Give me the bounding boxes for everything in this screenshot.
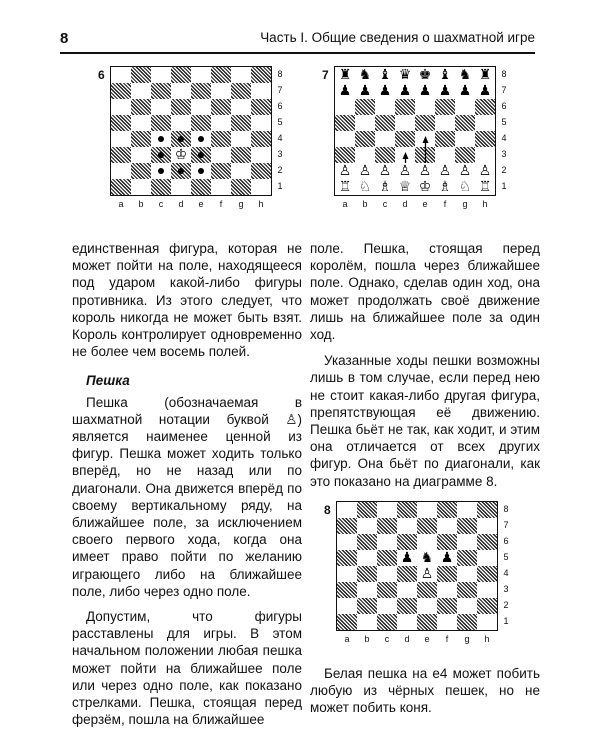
left-column (72, 240, 302, 728)
square-b3 (131, 147, 151, 163)
white-pawn-icon: ♙ (355, 163, 375, 179)
square-f5 (211, 115, 231, 131)
square-a8 (337, 502, 357, 518)
king-move-dot (198, 168, 204, 174)
rank-label: 7 (503, 520, 509, 530)
square-d4 (397, 566, 417, 582)
square-f5 (437, 550, 457, 566)
white-knight-icon: ♘ (455, 179, 475, 195)
square-c2 (377, 598, 397, 614)
square-c2 (151, 163, 171, 179)
file-label: h (484, 634, 490, 644)
rank-label: 6 (503, 536, 509, 546)
diagram-6-number: 6 (98, 68, 105, 82)
square-d8 (397, 502, 417, 518)
rank-label: 4 (277, 133, 283, 143)
rank-label: 6 (501, 101, 507, 111)
square-c7 (377, 518, 397, 534)
file-label: g (464, 634, 470, 644)
white-pawn-icon: ♙ (455, 163, 475, 179)
square-e2 (191, 163, 211, 179)
square-a8 (111, 67, 131, 83)
black-knight-icon: ♞ (417, 550, 437, 566)
square-f6 (437, 534, 457, 550)
square-e6 (191, 99, 211, 115)
paragraph: Белая пешка на е4 может побить любую из чёрных пешек, но не может побить коня. (310, 666, 540, 716)
white-pawn-icon: ♙ (435, 163, 455, 179)
square-f7 (437, 518, 457, 534)
square-a7 (111, 83, 131, 99)
square-c8 (151, 67, 171, 83)
square-b6 (131, 99, 151, 115)
right-column (310, 240, 540, 490)
king-move-dot (158, 152, 164, 158)
file-label: c (382, 199, 388, 209)
square-f2 (211, 163, 231, 179)
diagram-8-number: 8 (324, 503, 331, 517)
file-label: e (422, 199, 428, 209)
square-g5 (231, 115, 251, 131)
square-a6 (111, 99, 131, 115)
square-e8 (191, 67, 211, 83)
file-label: a (344, 634, 350, 644)
square-d4 (171, 131, 191, 147)
square-g2 (457, 598, 477, 614)
square-a1 (111, 179, 131, 195)
square-a1 (337, 614, 357, 630)
paragraph: Пешка (обозначаемая в шахматной нотации буквой ♙) является наименее ценной из фигур. Пешка может ходить только вперёд, но не назад или по диагонали. Она движется вперёд по своему вертикальному ряду, на ближайшее поле, за исключением своего первого хода, когда она имеет право пойти по желанию играющего либо на ближайшее поле, либо через одно поле. (72, 394, 302, 599)
square-a4 (337, 566, 357, 582)
arrow-head (423, 136, 429, 143)
square-b2 (131, 163, 151, 179)
square-d5 (171, 115, 191, 131)
black-queen-icon: ♛ (395, 67, 415, 83)
square-c3 (377, 582, 397, 598)
square-b8 (131, 67, 151, 83)
square-h1 (251, 179, 271, 195)
square-g6 (457, 534, 477, 550)
square-d3 (171, 147, 191, 163)
rank-label: 3 (501, 149, 507, 159)
square-h3 (251, 147, 271, 163)
square-d2 (171, 163, 191, 179)
square-f6 (211, 99, 231, 115)
square-d3 (397, 582, 417, 598)
square-b7 (357, 518, 377, 534)
rank-label: 8 (277, 69, 283, 79)
square-g7 (457, 518, 477, 534)
file-label: d (402, 199, 408, 209)
king-move-dot (178, 136, 184, 142)
black-knight-icon: ♞ (455, 67, 475, 83)
rank-label: 6 (277, 101, 283, 111)
square-b8 (357, 502, 377, 518)
black-bishop-icon: ♝ (375, 67, 395, 83)
square-g3 (457, 582, 477, 598)
square-c6 (377, 534, 397, 550)
square-g4 (457, 566, 477, 582)
square-e7 (417, 518, 437, 534)
file-label: a (342, 199, 348, 209)
square-h8 (477, 502, 497, 518)
square-f4 (437, 566, 457, 582)
square-e4 (417, 566, 437, 582)
king-move-dot (198, 136, 204, 142)
black-knight-icon: ♞ (355, 67, 375, 83)
square-h6 (251, 99, 271, 115)
square-f2 (437, 598, 457, 614)
square-h7 (251, 83, 271, 99)
white-pawn-icon: ♙ (335, 163, 355, 179)
file-label: b (362, 199, 368, 209)
square-e8 (417, 502, 437, 518)
white-knight-icon: ♘ (355, 179, 375, 195)
file-label: g (238, 199, 244, 209)
rank-label: 5 (501, 117, 507, 127)
rank-label: 1 (501, 181, 507, 191)
square-h3 (477, 582, 497, 598)
rank-label: 7 (277, 85, 283, 95)
king-move-dot (178, 168, 184, 174)
white-pawn-icon: ♙ (395, 163, 415, 179)
square-e4 (191, 131, 211, 147)
rank-label: 3 (277, 149, 283, 159)
square-d2 (397, 598, 417, 614)
black-pawn-icon: ♟ (397, 550, 417, 566)
white-rook-icon: ♖ (475, 179, 495, 195)
diagram-6-board (110, 66, 272, 196)
square-e5 (191, 115, 211, 131)
square-g5 (457, 550, 477, 566)
square-d1 (397, 614, 417, 630)
square-a4 (111, 131, 131, 147)
black-pawn-icon: ♟ (335, 83, 355, 99)
square-e5 (417, 550, 437, 566)
square-a3 (337, 582, 357, 598)
square-c4 (151, 131, 171, 147)
white-pawn-icon: ♙ (475, 163, 495, 179)
square-f3 (211, 147, 231, 163)
white-queen-icon: ♕ (395, 179, 415, 195)
paragraph: поле. Пешка, стоящая перед королём, пошла через ближайшее поле. Однако, сделав один ход, она может продолжать своё движение лишь на ближайшее поле за один ход. (310, 241, 540, 343)
black-rook-icon: ♜ (335, 67, 355, 83)
square-b5 (357, 550, 377, 566)
black-bishop-icon: ♝ (435, 67, 455, 83)
square-g1 (457, 614, 477, 630)
file-label: b (364, 634, 370, 644)
file-label: a (118, 199, 124, 209)
white-bishop-icon: ♗ (435, 179, 455, 195)
square-a2 (111, 163, 131, 179)
square-g2 (231, 163, 251, 179)
rank-label: 3 (503, 584, 509, 594)
file-label: h (482, 199, 488, 209)
white-king-icon: ♔ (171, 147, 191, 163)
square-c8 (377, 502, 397, 518)
white-king-icon: ♔ (415, 179, 435, 195)
square-g8 (231, 67, 251, 83)
square-g4 (231, 131, 251, 147)
black-pawn-icon: ♟ (435, 83, 455, 99)
square-g3 (231, 147, 251, 163)
white-pawn-icon: ♙ (375, 163, 395, 179)
square-f3 (437, 582, 457, 598)
square-b4 (357, 566, 377, 582)
square-f8 (211, 67, 231, 83)
square-c4 (377, 566, 397, 582)
square-a5 (111, 115, 131, 131)
square-e3 (191, 147, 211, 163)
square-c5 (151, 115, 171, 131)
square-d6 (397, 534, 417, 550)
rank-label: 2 (277, 165, 283, 175)
square-g1 (231, 179, 251, 195)
file-label: e (198, 199, 204, 209)
black-king-icon: ♚ (415, 67, 435, 83)
square-e1 (417, 614, 437, 630)
square-c1 (377, 614, 397, 630)
square-e7 (191, 83, 211, 99)
square-h5 (251, 115, 271, 131)
black-pawn-icon: ♟ (395, 83, 415, 99)
rank-label: 5 (503, 552, 509, 562)
square-h7 (477, 518, 497, 534)
square-b5 (131, 115, 151, 131)
file-label: g (462, 199, 468, 209)
square-g8 (457, 502, 477, 518)
square-g6 (231, 99, 251, 115)
rank-label: 1 (277, 181, 283, 191)
square-h8 (251, 67, 271, 83)
black-pawn-icon: ♟ (455, 83, 475, 99)
square-c6 (151, 99, 171, 115)
square-h6 (477, 534, 497, 550)
square-d7 (171, 83, 191, 99)
white-bishop-icon: ♗ (375, 179, 395, 195)
white-rook-icon: ♖ (335, 179, 355, 195)
square-a5 (337, 550, 357, 566)
running-title: Часть I. Общие сведения о шахматной игре (260, 30, 535, 45)
file-label: d (404, 634, 410, 644)
file-label: b (138, 199, 144, 209)
black-pawn-icon: ♟ (415, 83, 435, 99)
rank-label: 5 (277, 117, 283, 127)
square-b1 (131, 179, 151, 195)
rank-label: 2 (503, 600, 509, 610)
black-pawn-icon: ♟ (375, 83, 395, 99)
paragraph: Указанные ходы пешки возможны лишь в том случае, если перед нею не стоит какая-либо другая фигура, препятствующая её движению. Пешка бьёт не так, как ходит, и этим она отличается от всех других фигур. Она бьёт по диагонали, как это показано на диаграмме 8. (310, 353, 540, 489)
square-d5 (397, 550, 417, 566)
square-f8 (437, 502, 457, 518)
white-pawn-icon: ♙ (415, 163, 435, 179)
diagram-8-board (336, 501, 498, 631)
square-a2 (337, 598, 357, 614)
file-label: f (445, 634, 449, 644)
diagram-7-arrows (334, 66, 497, 197)
square-c3 (151, 147, 171, 163)
page-header (60, 30, 535, 54)
square-d7 (397, 518, 417, 534)
file-label: c (158, 199, 164, 209)
square-c5 (377, 550, 397, 566)
file-label: d (178, 199, 184, 209)
square-b3 (357, 582, 377, 598)
square-e6 (417, 534, 437, 550)
square-b1 (357, 614, 377, 630)
arrow-head (403, 152, 409, 159)
rank-label: 4 (503, 568, 509, 578)
king-move-dot (158, 168, 164, 174)
file-label: e (424, 634, 430, 644)
square-b2 (357, 598, 377, 614)
square-f1 (211, 179, 231, 195)
square-c7 (151, 83, 171, 99)
square-d8 (171, 67, 191, 83)
diagram-7-number: 7 (322, 68, 329, 82)
rank-label: 7 (501, 85, 507, 95)
square-d1 (171, 179, 191, 195)
square-h5 (477, 550, 497, 566)
file-label: f (219, 199, 223, 209)
king-move-dot (198, 152, 204, 158)
page-number: 8 (60, 30, 69, 47)
square-c1 (151, 179, 171, 195)
square-b7 (131, 83, 151, 99)
square-h4 (477, 566, 497, 582)
square-b6 (357, 534, 377, 550)
black-pawn-icon: ♟ (475, 83, 495, 99)
black-pawn-icon: ♟ (355, 83, 375, 99)
section-heading-pawn: Пешка (86, 373, 130, 389)
paragraph: Допустим, что фигуры расставлены для игры. В этом начальном положении любая пешка может пойти на ближайшее поле или через одно поле, как показано стрелками. Пешка, стоящая перед ферзём, пошла на ближайшее (72, 609, 302, 728)
square-a7 (337, 518, 357, 534)
square-f1 (437, 614, 457, 630)
rank-label: 4 (501, 133, 507, 143)
square-f7 (211, 83, 231, 99)
square-b4 (131, 131, 151, 147)
black-rook-icon: ♜ (475, 67, 495, 83)
white-pawn-icon: ♙ (417, 566, 437, 582)
square-d6 (171, 99, 191, 115)
square-a6 (337, 534, 357, 550)
square-h2 (251, 163, 271, 179)
rank-label: 8 (503, 504, 509, 514)
square-h4 (251, 131, 271, 147)
square-h1 (477, 614, 497, 630)
file-label: c (384, 634, 390, 644)
square-e2 (417, 598, 437, 614)
square-h2 (477, 598, 497, 614)
square-f4 (211, 131, 231, 147)
black-pawn-icon: ♟ (437, 550, 457, 566)
square-g7 (231, 83, 251, 99)
right-column-bottom (310, 665, 540, 717)
file-label: h (258, 199, 264, 209)
square-a3 (111, 147, 131, 163)
square-e1 (191, 179, 211, 195)
paragraph: единственная фигура, которая не может пойти на поле, находящееся под ударом какой-либо фигуры противника. Из этого следует, что король никогда не может быть взят. Король контролирует одновременно не более чем восемь полей. (72, 241, 302, 360)
rank-label: 8 (501, 69, 507, 79)
rank-label: 2 (501, 165, 507, 175)
rank-label: 1 (503, 616, 509, 626)
king-move-dot (158, 136, 164, 142)
square-e3 (417, 582, 437, 598)
file-label: f (443, 199, 447, 209)
